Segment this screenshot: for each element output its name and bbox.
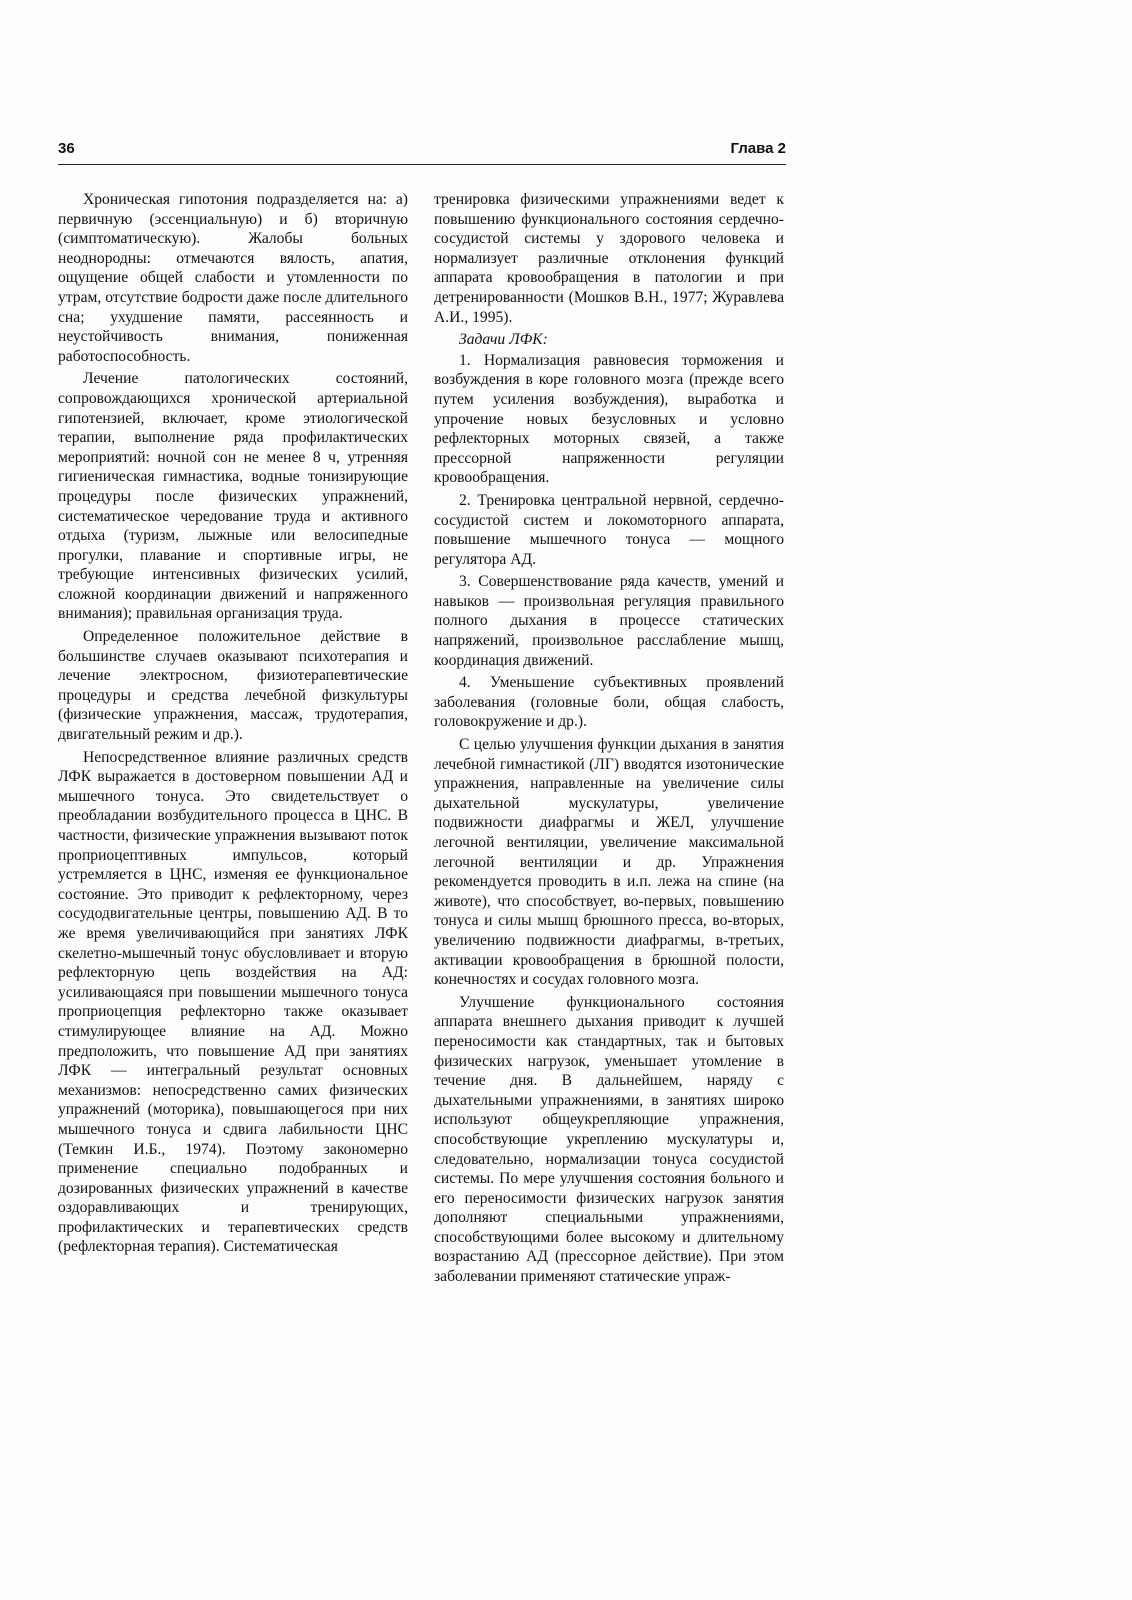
- tasks-heading: Задачи ЛФК:: [459, 331, 548, 349]
- chapter-label: Глава 2: [730, 140, 786, 157]
- paragraph-external-respiration: Улучшение функционального состояния аппарата внешнего дыхания приводит к лучшей переносимости как стандартных, так и бытовых физических нагрузок, уменьшает утомление в течение дня. В дальнейшем, наряду с дыхательными упражнениями, в занятиях широко используют общеукрепляющие упражнения, способствующие укреплению мускулатуры и, следовательно, нормализации тонуса сосудистой системы. По мере улучшения состояния больного и его переносимости физических нагрузок занятия дополняют специальными упражнениями, способствующими более высокому и длительному возрастанию АД (прессорное действие). При этом заболевании применяют статические упраж-: [434, 993, 784, 1286]
- paragraph-psychotherapy: Определенное положительное действие в большинстве случаев оказывают психотерапия и лечение электросном, физиотерапевтические процедуры и средства лечебной физкультуры (физические упражнения, массаж, трудотерапия, двигательный режим и др.).: [58, 628, 408, 744]
- right-column: [434, 190, 784, 1290]
- page-number: 36: [58, 140, 75, 157]
- task-item-2: 2. Тренировка центральной нервной, сердечно-сосудистой систем и локомоторного аппарата, повышение мышечного тонуса — мощного регулятора АД.: [434, 491, 784, 568]
- paragraph-treatment: Лечение патологических состояний, сопровождающихся хронической артериальной гипотензией, включает, кроме этиологической терапии, выполнение ряда профилактических мероприятий: ночной сон не менее 8 ч, утренняя гигиеническая гимнастика, водные тонизирующие процедуры после физических упражнений, систематическое чередование труда и активного отдыха (туризм, лыжные или велосипедные прогулки, плавание и спортивные игры, не требующие интенсивных физических усилий, сложной координации движений и напряженного внимания); правильная организация труда.: [58, 370, 408, 623]
- task-item-1: 1. Нормализация равновесия торможения и возбуждения в коре головного мозга (прежде всего путем усиления возбуждения), выработка и упрочение новых безусловных и условно рефлекторных моторных связей, а также прессорной напряженности регуляции кровообращения.: [434, 351, 784, 487]
- paragraph-continuation: тренировка физическими упражнениями ведет к повышению функционального состояния сердечно-сосудистой системы у здорового человека и нормализует различные отклонения функций аппарата кровообращения в патологии и при детренированности (Мошков В.Н., 1977; Журавлева А.И., 1995).: [434, 191, 784, 326]
- task-item-3: 3. Совершенствование ряда качеств, умений и навыков — произвольная регуляция правильного полного дыхания в процессе статических напряжений, произвольное расслабление мышц, координация движений.: [434, 573, 784, 669]
- paragraph-direct-influence: Непосредственное влияние различных средств ЛФК выражается в достоверном повышении АД и мышечного тонуса. Это свидетельствует о преобладании возбудительного процесса в ЦНС. В частности, физические упражнения вызывают поток проприоцептивных импульсов, который устремляется в ЦНС, изменяя ее функциональное состояние. Это приводит к рефлекторному, через сосудодвигательные центры, повышению АД. В то же время увеличивающийся при занятиях ЛФК скелетно-мышечный тонус обусловливает и вторую рефлекторную цепь воздействия на АД: усиливающаяся при повышении мышечного тонуса проприоцепция рефлекторно также оказывает стимулирующее влияние на АД. Можно предположить, что повышение АД при занятиях ЛФК — интегральный результат основных механизмов: непосредственно самих физических упражнений (моторика), повышающегося при них мышечного тонуса и сдвига лабильности ЦНС (Темкин И.Б., 1974). Поэтому закономерно применение специально подобранных и дозированных физических упражнений в качестве оздоравливающих и тренирующих, профилактических и терапевтических средств (рефлекторная терапия). Систематическая: [58, 748, 408, 1256]
- task-item-4: 4. Уменьшение субъективных проявлений заболевания (головные боли, общая слабость, головокружение и др.).: [434, 674, 784, 731]
- running-header: [58, 140, 786, 165]
- paragraph-hypotension-types: Хроническая гипотония подразделяется на: а) первичную (эссенциальную) и б) вторичную (симптоматическую). Жалобы больных неоднородны: отмечаются вялость, апатия, ощущение общей слабости и утомленности по утрам, отсутствие бодрости даже после длительного сна; ухудшение памяти, рассеянность и неустойчивость внимания, пониженная работоспособность.: [58, 191, 408, 365]
- paragraph-breathing: С целью улучшения функции дыхания в занятия лечебной гимнастикой (ЛГ) вводятся изотонические упражнения, направленные на увеличение силы дыхательной мускулатуры, увеличение подвижности диафрагмы и ЖЕЛ, улучшение легочной вентиляции, увеличение максимальной легочной вентиляции и др. Упражнения рекомендуется проводить в и.п. лежа на спине (на животе), что способствует, во-первых, повышению тонуса и силы мышц брюшного пресса, во-вторых, увеличению подвижности диафрагмы, в-третьих, активации кровообращения в брюшной полости, конечностях и сосудах головного мозга.: [434, 736, 784, 989]
- left-column: [58, 190, 408, 1260]
